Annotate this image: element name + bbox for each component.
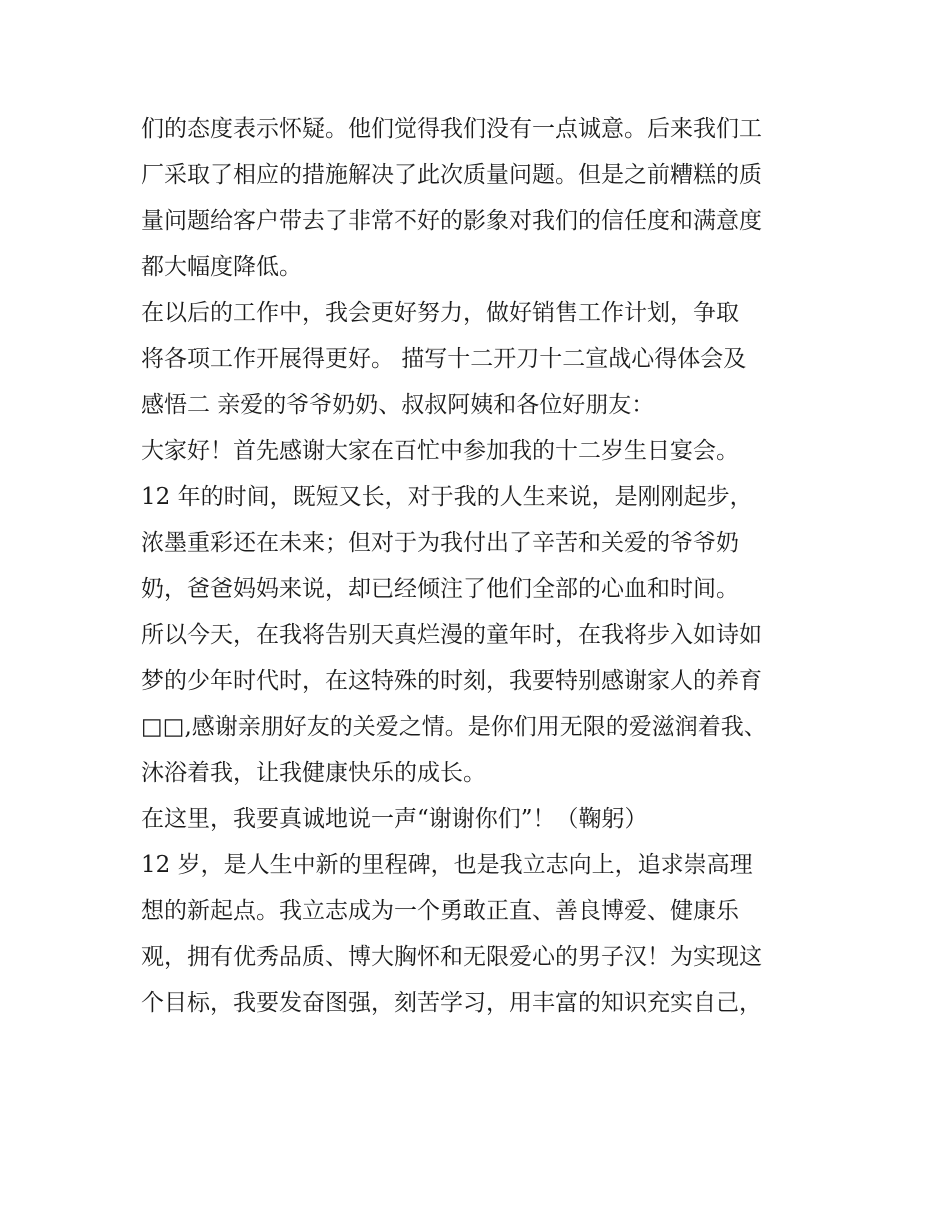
text-line: 所以今天，在我将告别天真烂漫的童年时，在我将步入如诗如 [141,622,762,648]
text-line: □□,感谢亲朋好友的关爱之情。是你们用无限的爱滋润着我、 [141,714,767,740]
text-line: 个目标，我要发奋图强，刻苦学习，用丰富的知识充实自己， [141,990,762,1016]
text-line: 浓墨重彩还在未来；但对于为我付出了辛苦和关爱的爷爷奶 [141,530,739,556]
text-line: 厂采取了相应的措施解决了此次质量问题。但是之前糟糕的质 [141,162,762,188]
text-line: 想的新起点。我立志成为一个勇敢正直、善良博爱、健康乐 [141,898,739,924]
document-body [141,106,821,1026]
text-line: 奶，爸爸妈妈来说，却已经倾注了他们全部的心血和时间。 [141,576,739,602]
text-line: 12 年的时间，既短又长，对于我的人生来说，是刚刚起步， [141,484,753,510]
text-line: 12 岁，是人生中新的里程碑，也是我立志向上，追求崇高理 [141,852,753,878]
text-line: 沐浴着我，让我健康快乐的成长。 [141,760,486,786]
text-line: 在以后的工作中，我会更好努力，做好销售工作计划，争取 [141,300,739,326]
text-line: 都大幅度降低。 [141,254,302,280]
text-line: 在这里，我要真诚地说一声“谢谢你们”！（鞠躬） [141,806,648,832]
text-line: 观，拥有优秀品质、博大胸怀和无限爱心的男子汉！为实现这 [141,944,762,970]
text-line: 们的态度表示怀疑。他们觉得我们没有一点诚意。后来我们工 [141,116,762,142]
text-line: 梦的少年时代时，在这特殊的时刻，我要特别感谢家人的养育 [141,668,762,694]
text-line: 感悟二 亲爱的爷爷奶奶、叔叔阿姨和各位好朋友： [141,392,655,418]
text-line: 量问题给客户带去了非常不好的影象对我们的信任度和满意度 [141,208,762,234]
text-line: 大家好！首先感谢大家在百忙中参加我的十二岁生日宴会。 [141,438,739,464]
text-line: 将各项工作开展得更好。 描写十二开刀十二宣战心得体会及 [141,346,747,372]
